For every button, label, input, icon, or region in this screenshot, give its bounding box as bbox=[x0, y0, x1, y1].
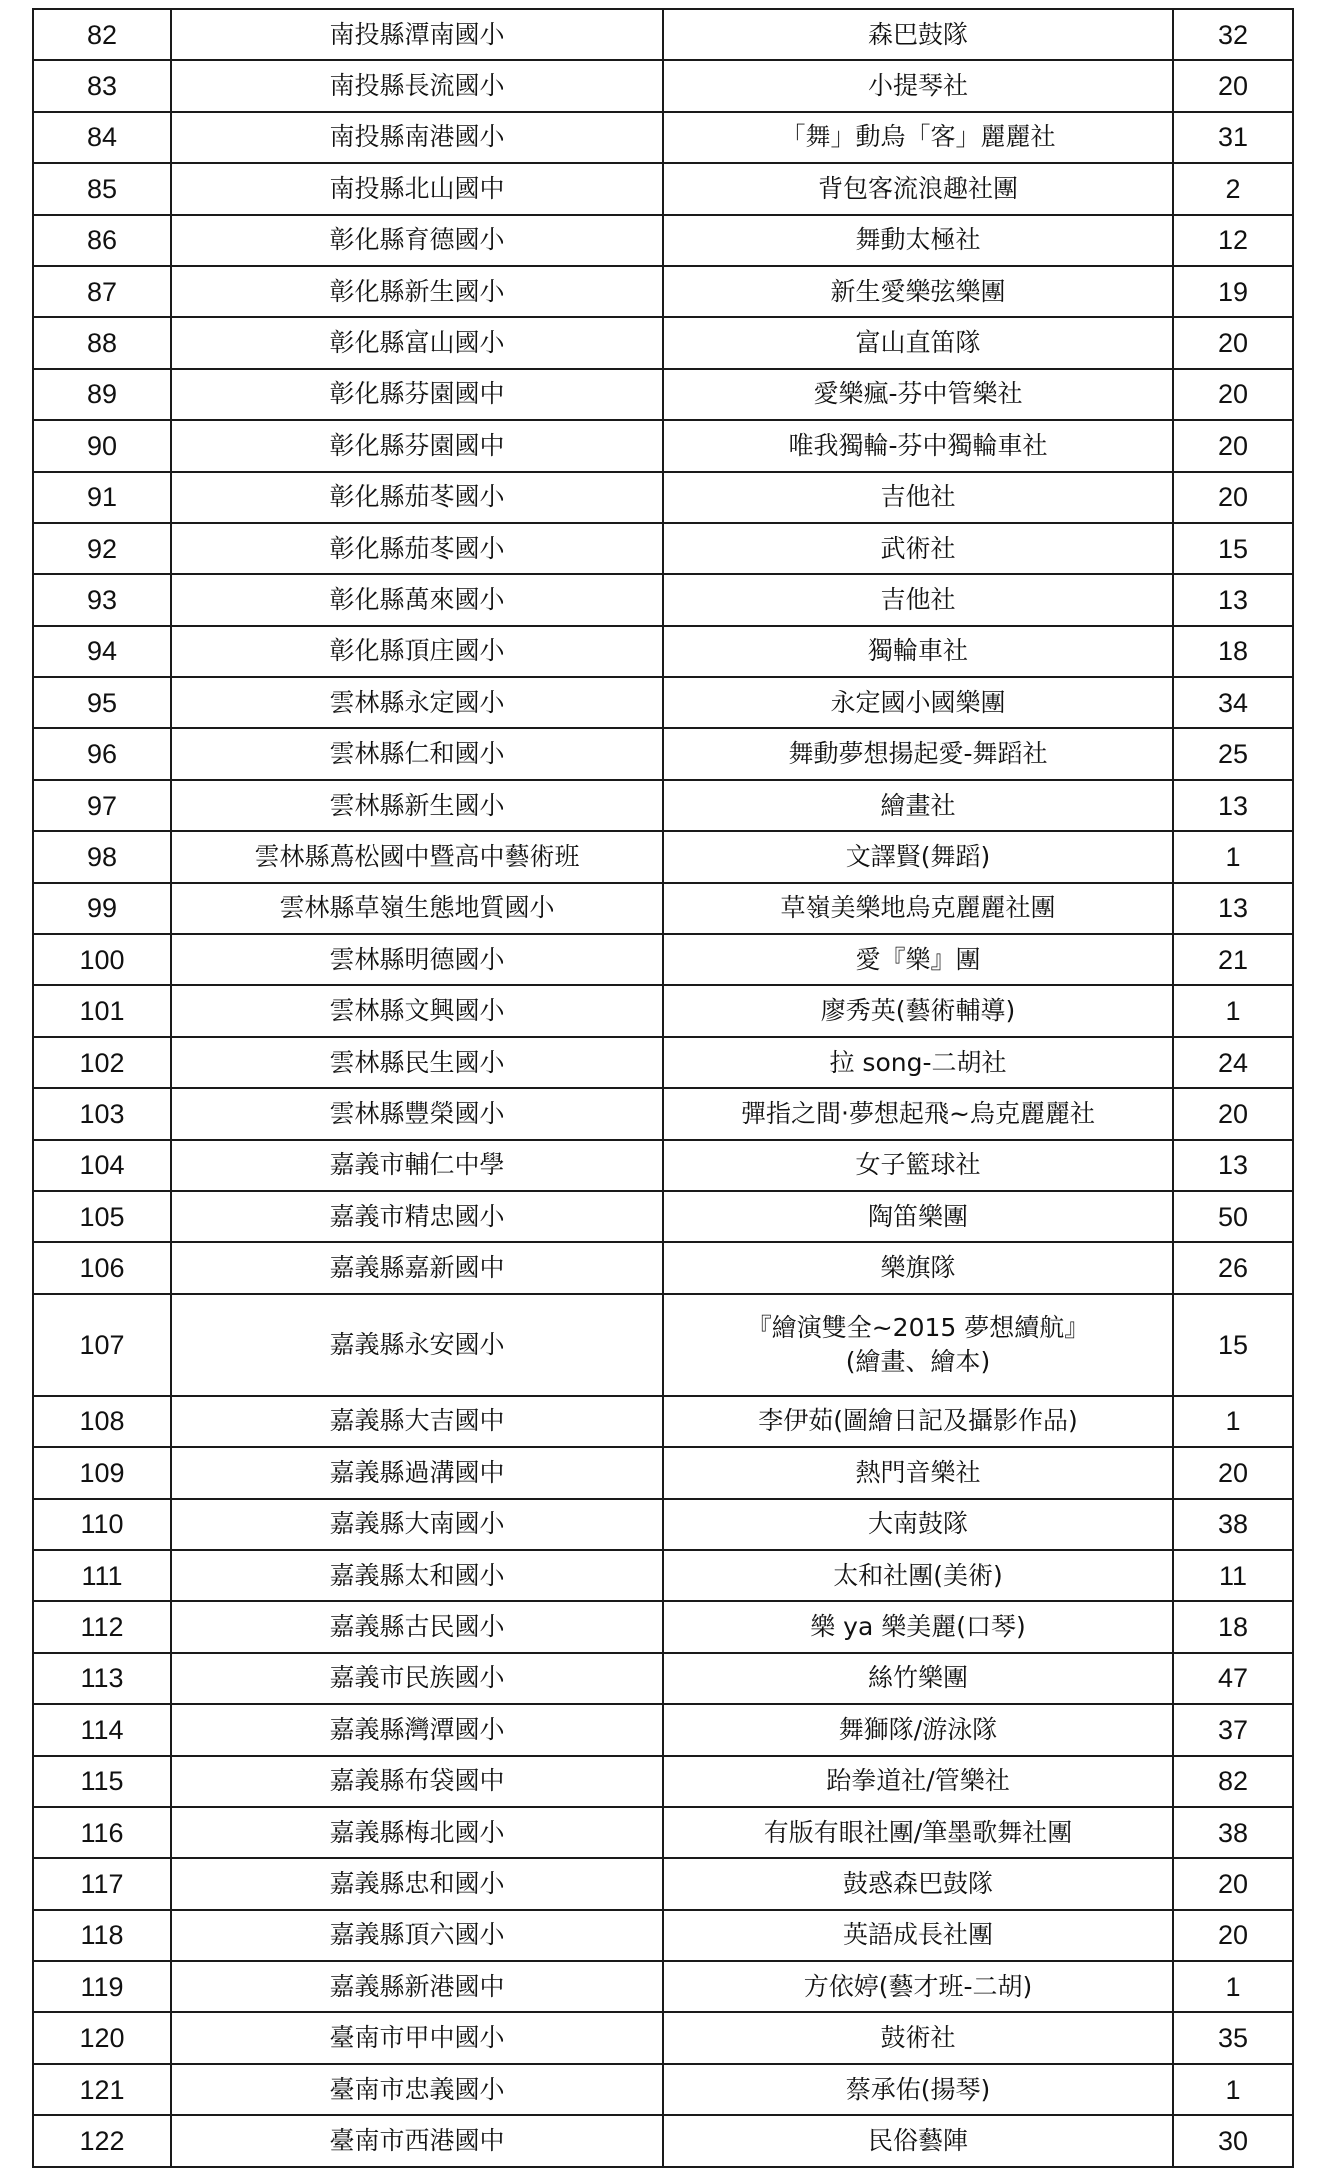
table-row bbox=[33, 215, 1293, 266]
row-number: 93 bbox=[33, 574, 171, 625]
row-number: 107 bbox=[33, 1294, 171, 1396]
table-row bbox=[33, 266, 1293, 317]
club-name: 熱門音樂社 bbox=[663, 1447, 1173, 1498]
participant-count: 38 bbox=[1173, 1807, 1293, 1858]
table-row bbox=[33, 728, 1293, 779]
table-row bbox=[33, 472, 1293, 523]
row-number: 111 bbox=[33, 1550, 171, 1601]
table-body bbox=[33, 9, 1293, 2167]
row-number: 117 bbox=[33, 1858, 171, 1909]
club-name: 民俗藝陣 bbox=[663, 2115, 1173, 2166]
club-name: 拉 song-二胡社 bbox=[663, 1037, 1173, 1088]
club-name: 繪畫社 bbox=[663, 780, 1173, 831]
school-name: 彰化縣頂庄國小 bbox=[171, 626, 663, 677]
club-name: 舞獅隊/游泳隊 bbox=[663, 1704, 1173, 1755]
school-name: 嘉義縣忠和國小 bbox=[171, 1858, 663, 1909]
club-name: 樂 ya 樂美麗(口琴) bbox=[663, 1601, 1173, 1652]
row-number: 88 bbox=[33, 317, 171, 368]
club-name-line-2: (繪畫、繪本) bbox=[845, 1346, 991, 1376]
row-number: 90 bbox=[33, 420, 171, 471]
participant-count: 20 bbox=[1173, 60, 1293, 111]
school-name: 嘉義縣頂六國小 bbox=[171, 1910, 663, 1961]
club-name: 太和社團(美術) bbox=[663, 1550, 1173, 1601]
row-number: 119 bbox=[33, 1961, 171, 2012]
school-name: 嘉義縣布袋國中 bbox=[171, 1756, 663, 1807]
participant-count: 20 bbox=[1173, 1088, 1293, 1139]
club-name: 舞動太極社 bbox=[663, 215, 1173, 266]
participant-count: 19 bbox=[1173, 266, 1293, 317]
school-name: 嘉義縣古民國小 bbox=[171, 1601, 663, 1652]
school-name: 雲林縣蔦松國中暨高中藝術班 bbox=[171, 831, 663, 882]
row-number: 112 bbox=[33, 1601, 171, 1652]
participant-count: 15 bbox=[1173, 1294, 1293, 1396]
row-number: 115 bbox=[33, 1756, 171, 1807]
table-row bbox=[33, 523, 1293, 574]
row-number: 120 bbox=[33, 2012, 171, 2063]
school-name: 嘉義縣大南國小 bbox=[171, 1499, 663, 1550]
club-name: 吉他社 bbox=[663, 472, 1173, 523]
school-name: 雲林縣明德國小 bbox=[171, 934, 663, 985]
row-number: 98 bbox=[33, 831, 171, 882]
club-name: 永定國小國樂團 bbox=[663, 677, 1173, 728]
participant-count: 18 bbox=[1173, 1601, 1293, 1652]
participant-count: 37 bbox=[1173, 1704, 1293, 1755]
row-number: 122 bbox=[33, 2115, 171, 2166]
school-name: 嘉義縣大吉國中 bbox=[171, 1396, 663, 1447]
club-name-line-1: 『繪演雙全~2015 夢想續航』 bbox=[746, 1312, 1090, 1342]
table-row bbox=[33, 1961, 1293, 2012]
school-name: 南投縣南港國小 bbox=[171, 112, 663, 163]
participant-count: 30 bbox=[1173, 2115, 1293, 2166]
club-name: 背包客流浪趣社團 bbox=[663, 163, 1173, 214]
table-row bbox=[33, 883, 1293, 934]
club-name: 森巴鼓隊 bbox=[663, 9, 1173, 60]
participant-count: 35 bbox=[1173, 2012, 1293, 2063]
row-number: 101 bbox=[33, 985, 171, 1036]
participant-count: 11 bbox=[1173, 1550, 1293, 1601]
school-name: 嘉義縣梅北國小 bbox=[171, 1807, 663, 1858]
participant-count: 31 bbox=[1173, 112, 1293, 163]
school-name: 嘉義縣過溝國中 bbox=[171, 1447, 663, 1498]
row-number: 116 bbox=[33, 1807, 171, 1858]
table-row bbox=[33, 2064, 1293, 2115]
club-name: 富山直笛隊 bbox=[663, 317, 1173, 368]
row-number: 118 bbox=[33, 1910, 171, 1961]
school-name: 雲林縣民生國小 bbox=[171, 1037, 663, 1088]
table-row bbox=[33, 1088, 1293, 1139]
row-number: 114 bbox=[33, 1704, 171, 1755]
row-number: 89 bbox=[33, 369, 171, 420]
club-name: 蔡承佑(揚琴) bbox=[663, 2064, 1173, 2115]
school-name: 雲林縣仁和國小 bbox=[171, 728, 663, 779]
participant-count: 21 bbox=[1173, 934, 1293, 985]
participant-count: 18 bbox=[1173, 626, 1293, 677]
club-name: 吉他社 bbox=[663, 574, 1173, 625]
row-number: 102 bbox=[33, 1037, 171, 1088]
participant-count: 20 bbox=[1173, 369, 1293, 420]
school-name: 嘉義縣太和國小 bbox=[171, 1550, 663, 1601]
table-row bbox=[33, 1037, 1293, 1088]
participant-count: 2 bbox=[1173, 163, 1293, 214]
school-name: 彰化縣茄苳國小 bbox=[171, 472, 663, 523]
club-name: 英語成長社團 bbox=[663, 1910, 1173, 1961]
school-name: 嘉義縣新港國中 bbox=[171, 1961, 663, 2012]
club-name: 唯我獨輪-芬中獨輪車社 bbox=[663, 420, 1173, 471]
table-row bbox=[33, 1140, 1293, 1191]
club-name: 舞動夢想揚起愛-舞蹈社 bbox=[663, 728, 1173, 779]
participant-count: 82 bbox=[1173, 1756, 1293, 1807]
club-name: 大南鼓隊 bbox=[663, 1499, 1173, 1550]
school-name: 嘉義市民族國小 bbox=[171, 1653, 663, 1704]
table-row bbox=[33, 1242, 1293, 1293]
school-name: 彰化縣新生國小 bbox=[171, 266, 663, 317]
row-number: 113 bbox=[33, 1653, 171, 1704]
participant-count: 25 bbox=[1173, 728, 1293, 779]
table-row bbox=[33, 112, 1293, 163]
club-name: 文譯賢(舞蹈) bbox=[663, 831, 1173, 882]
row-number: 106 bbox=[33, 1242, 171, 1293]
table-row bbox=[33, 1601, 1293, 1652]
row-number: 121 bbox=[33, 2064, 171, 2115]
table-row bbox=[33, 317, 1293, 368]
table-row bbox=[33, 1910, 1293, 1961]
club-list-table bbox=[32, 8, 1294, 2168]
club-name: 草嶺美樂地烏克麗麗社團 bbox=[663, 883, 1173, 934]
table-row bbox=[33, 574, 1293, 625]
row-number: 85 bbox=[33, 163, 171, 214]
club-name: 李伊茹(圖繪日記及攝影作品) bbox=[663, 1396, 1173, 1447]
participant-count: 20 bbox=[1173, 472, 1293, 523]
school-name: 彰化縣芬園國中 bbox=[171, 420, 663, 471]
participant-count: 20 bbox=[1173, 1858, 1293, 1909]
participant-count: 38 bbox=[1173, 1499, 1293, 1550]
table-row bbox=[33, 831, 1293, 882]
participant-count: 13 bbox=[1173, 1140, 1293, 1191]
participant-count: 1 bbox=[1173, 831, 1293, 882]
table-row bbox=[33, 1550, 1293, 1601]
school-name: 嘉義市輔仁中學 bbox=[171, 1140, 663, 1191]
table-row bbox=[33, 1756, 1293, 1807]
school-name: 南投縣長流國小 bbox=[171, 60, 663, 111]
school-name: 雲林縣文興國小 bbox=[171, 985, 663, 1036]
club-name bbox=[663, 1294, 1173, 1396]
table-row bbox=[33, 1447, 1293, 1498]
row-number: 94 bbox=[33, 626, 171, 677]
school-name: 彰化縣芬園國中 bbox=[171, 369, 663, 420]
participant-count: 20 bbox=[1173, 1910, 1293, 1961]
club-name: 鼓惑森巴鼓隊 bbox=[663, 1858, 1173, 1909]
table-row bbox=[33, 1807, 1293, 1858]
table-row bbox=[33, 1858, 1293, 1909]
participant-count: 24 bbox=[1173, 1037, 1293, 1088]
table-row bbox=[33, 60, 1293, 111]
participant-count: 13 bbox=[1173, 780, 1293, 831]
row-number: 104 bbox=[33, 1140, 171, 1191]
club-name: 有版有眼社團/筆墨歌舞社團 bbox=[663, 1807, 1173, 1858]
participant-count: 13 bbox=[1173, 574, 1293, 625]
row-number: 83 bbox=[33, 60, 171, 111]
participant-count: 1 bbox=[1173, 985, 1293, 1036]
school-name: 嘉義市精忠國小 bbox=[171, 1191, 663, 1242]
row-number: 103 bbox=[33, 1088, 171, 1139]
club-name: 樂旗隊 bbox=[663, 1242, 1173, 1293]
participant-count: 12 bbox=[1173, 215, 1293, 266]
row-number: 91 bbox=[33, 472, 171, 523]
club-name: 小提琴社 bbox=[663, 60, 1173, 111]
table-row bbox=[33, 2115, 1293, 2166]
school-name: 南投縣北山國中 bbox=[171, 163, 663, 214]
school-name: 雲林縣豐榮國小 bbox=[171, 1088, 663, 1139]
table-row bbox=[33, 1294, 1293, 1396]
participant-count: 50 bbox=[1173, 1191, 1293, 1242]
club-name: 愛『樂』團 bbox=[663, 934, 1173, 985]
participant-count: 1 bbox=[1173, 1396, 1293, 1447]
school-name: 臺南市忠義國小 bbox=[171, 2064, 663, 2115]
school-name: 南投縣潭南國小 bbox=[171, 9, 663, 60]
table-row bbox=[33, 163, 1293, 214]
row-number: 110 bbox=[33, 1499, 171, 1550]
table-row bbox=[33, 369, 1293, 420]
row-number: 82 bbox=[33, 9, 171, 60]
school-name: 彰化縣萬來國小 bbox=[171, 574, 663, 625]
school-name: 臺南市西港國中 bbox=[171, 2115, 663, 2166]
row-number: 105 bbox=[33, 1191, 171, 1242]
table-row bbox=[33, 9, 1293, 60]
club-name: 愛樂瘋-芬中管樂社 bbox=[663, 369, 1173, 420]
participant-count: 1 bbox=[1173, 2064, 1293, 2115]
club-name: 獨輪車社 bbox=[663, 626, 1173, 677]
school-name: 彰化縣育德國小 bbox=[171, 215, 663, 266]
club-name: 跆拳道社/管樂社 bbox=[663, 1756, 1173, 1807]
row-number: 87 bbox=[33, 266, 171, 317]
participant-count: 20 bbox=[1173, 317, 1293, 368]
table-row bbox=[33, 677, 1293, 728]
school-name: 彰化縣茄苳國小 bbox=[171, 523, 663, 574]
row-number: 97 bbox=[33, 780, 171, 831]
club-name: 武術社 bbox=[663, 523, 1173, 574]
club-name: 陶笛樂團 bbox=[663, 1191, 1173, 1242]
table-row bbox=[33, 420, 1293, 471]
table-row bbox=[33, 985, 1293, 1036]
club-name: 「舞」動烏「客」麗麗社 bbox=[663, 112, 1173, 163]
row-number: 86 bbox=[33, 215, 171, 266]
school-name: 彰化縣富山國小 bbox=[171, 317, 663, 368]
row-number: 108 bbox=[33, 1396, 171, 1447]
club-name: 女子籃球社 bbox=[663, 1140, 1173, 1191]
school-name: 嘉義縣永安國小 bbox=[171, 1294, 663, 1396]
table-row bbox=[33, 1191, 1293, 1242]
row-number: 92 bbox=[33, 523, 171, 574]
club-name: 新生愛樂弦樂團 bbox=[663, 266, 1173, 317]
row-number: 100 bbox=[33, 934, 171, 985]
club-name: 鼓術社 bbox=[663, 2012, 1173, 2063]
school-name: 臺南市甲中國小 bbox=[171, 2012, 663, 2063]
row-number: 99 bbox=[33, 883, 171, 934]
table-row bbox=[33, 934, 1293, 985]
participant-count: 1 bbox=[1173, 1961, 1293, 2012]
table-row bbox=[33, 626, 1293, 677]
participant-count: 15 bbox=[1173, 523, 1293, 574]
table-row bbox=[33, 1704, 1293, 1755]
participant-count: 32 bbox=[1173, 9, 1293, 60]
table-row bbox=[33, 780, 1293, 831]
school-name: 雲林縣永定國小 bbox=[171, 677, 663, 728]
participant-count: 13 bbox=[1173, 883, 1293, 934]
row-number: 96 bbox=[33, 728, 171, 779]
school-name: 雲林縣新生國小 bbox=[171, 780, 663, 831]
row-number: 109 bbox=[33, 1447, 171, 1498]
club-name: 廖秀英(藝術輔導) bbox=[663, 985, 1173, 1036]
participant-count: 20 bbox=[1173, 420, 1293, 471]
table-row bbox=[33, 1653, 1293, 1704]
school-name: 嘉義縣嘉新國中 bbox=[171, 1242, 663, 1293]
table-row bbox=[33, 1499, 1293, 1550]
club-name: 絲竹樂團 bbox=[663, 1653, 1173, 1704]
club-name: 方依婷(藝才班-二胡) bbox=[663, 1961, 1173, 2012]
row-number: 95 bbox=[33, 677, 171, 728]
school-name: 嘉義縣灣潭國小 bbox=[171, 1704, 663, 1755]
table-row bbox=[33, 2012, 1293, 2063]
participant-count: 26 bbox=[1173, 1242, 1293, 1293]
school-name: 雲林縣草嶺生態地質國小 bbox=[171, 883, 663, 934]
table-row bbox=[33, 1396, 1293, 1447]
club-name: 彈指之間‧夢想起飛~烏克麗麗社 bbox=[663, 1088, 1173, 1139]
participant-count: 20 bbox=[1173, 1447, 1293, 1498]
row-number: 84 bbox=[33, 112, 171, 163]
participant-count: 47 bbox=[1173, 1653, 1293, 1704]
participant-count: 34 bbox=[1173, 677, 1293, 728]
